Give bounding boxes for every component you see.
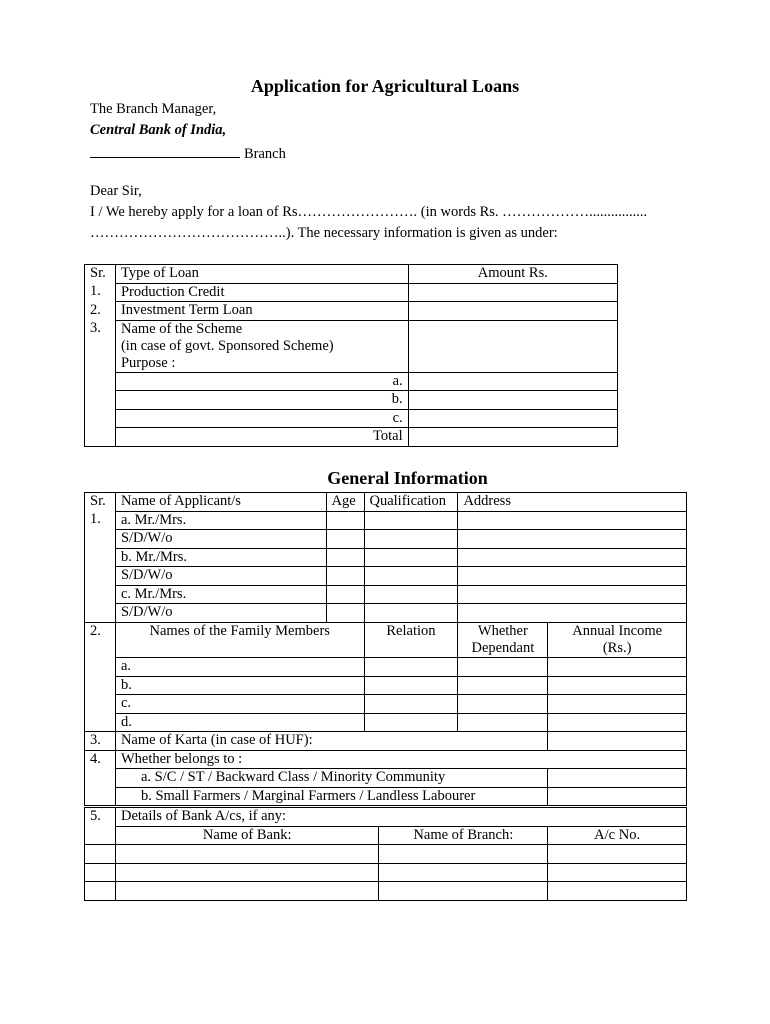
table-row xyxy=(85,391,618,410)
applicant-cell: c. Mr./Mrs. xyxy=(115,585,326,604)
branch-name-cell[interactable] xyxy=(379,845,548,864)
table-row xyxy=(85,695,687,714)
category-b-value-cell[interactable] xyxy=(548,787,687,806)
amount-header: Amount Rs. xyxy=(408,265,617,284)
branch-blank-field[interactable] xyxy=(90,143,240,158)
address-cell[interactable] xyxy=(458,604,687,623)
applicant-cell: S/D/W/o xyxy=(115,530,326,549)
dependant-header-line-2: Dependant xyxy=(471,639,535,656)
sr-cell xyxy=(85,863,116,882)
table-row xyxy=(85,372,618,391)
qualification-cell[interactable] xyxy=(364,604,458,623)
account-number-cell[interactable] xyxy=(548,863,687,882)
income-cell[interactable] xyxy=(548,676,687,695)
type-of-loan-header: Type of Loan xyxy=(115,265,408,284)
relation-cell[interactable] xyxy=(364,676,458,695)
address-cell[interactable] xyxy=(458,585,687,604)
belongs-label: Whether belongs to : xyxy=(115,750,686,769)
purpose-label: Purpose : xyxy=(120,354,176,371)
table-row xyxy=(85,320,618,372)
bank-name-header: Name of Bank: xyxy=(115,826,378,845)
table-row xyxy=(85,511,687,530)
sr-cell: 5. xyxy=(85,808,116,827)
applicant-cell: b. Mr./Mrs. xyxy=(115,548,326,567)
sr-cell xyxy=(85,826,116,845)
dependant-cell[interactable] xyxy=(458,658,548,677)
qualification-header: Qualification xyxy=(364,493,458,512)
scheme-note: (in case of govt. Sponsored Scheme) xyxy=(120,337,334,354)
sr-cell xyxy=(85,695,116,714)
sr-cell xyxy=(85,882,116,901)
sr-cell xyxy=(85,713,116,732)
sr-cell: 1. xyxy=(85,511,116,622)
dependant-cell[interactable] xyxy=(458,713,548,732)
branch-name-cell[interactable] xyxy=(379,863,548,882)
amount-cell[interactable] xyxy=(408,409,617,428)
loan-table-header xyxy=(85,265,618,284)
total-amount-cell[interactable] xyxy=(408,428,617,447)
sr-cell: 2. xyxy=(85,622,116,658)
table-row xyxy=(85,658,687,677)
income-header-line-1: Annual Income xyxy=(572,622,663,639)
scheme-label: Name of the Scheme xyxy=(120,320,243,337)
sr-cell xyxy=(85,676,116,695)
family-member-cell: a. xyxy=(115,658,364,677)
dependant-cell[interactable] xyxy=(458,676,548,695)
general-information-heading: General Information xyxy=(327,468,488,488)
family-member-cell: d. xyxy=(115,713,364,732)
qualification-cell[interactable] xyxy=(364,585,458,604)
purpose-item: b. xyxy=(115,391,408,410)
age-cell[interactable] xyxy=(326,511,364,530)
amount-cell[interactable] xyxy=(408,302,617,321)
table-row xyxy=(85,548,687,567)
qualification-cell[interactable] xyxy=(364,530,458,549)
category-option-b: b. Small Farmers / Marginal Farmers / Landless Labourer xyxy=(115,787,547,806)
table-row xyxy=(85,530,687,549)
qualification-cell[interactable] xyxy=(364,511,458,530)
qualification-cell[interactable] xyxy=(364,567,458,586)
table-row xyxy=(85,567,687,586)
category-option-a: a. S/C / ST / Backward Class / Minority Community xyxy=(115,769,547,788)
bank-header-row xyxy=(85,826,687,845)
purpose-item: a. xyxy=(115,372,408,391)
amount-cell[interactable] xyxy=(408,283,617,302)
family-member-cell: c. xyxy=(115,695,364,714)
loan-request-line-2: …………………………………..). The necessary information is given as under: xyxy=(90,225,558,241)
bank-name-cell[interactable] xyxy=(115,845,378,864)
relation-cell[interactable] xyxy=(364,658,458,677)
age-cell[interactable] xyxy=(326,567,364,586)
loan-request-line-1: I / We hereby apply for a loan of Rs……………………. (in words Rs. ………………................ xyxy=(90,204,648,220)
table-row xyxy=(85,787,687,806)
table-row xyxy=(85,302,618,321)
table-row xyxy=(85,585,687,604)
bank-name-cell[interactable] xyxy=(115,882,378,901)
belongs-row xyxy=(85,750,687,769)
address-cell[interactable] xyxy=(458,548,687,567)
address-cell[interactable] xyxy=(458,530,687,549)
sr-header: Sr. xyxy=(85,265,116,284)
age-header: Age xyxy=(326,493,364,512)
table-row xyxy=(85,428,618,447)
bank-details-table xyxy=(84,807,687,901)
qualification-cell[interactable] xyxy=(364,548,458,567)
total-label: Total xyxy=(115,428,408,447)
table-row xyxy=(85,713,687,732)
sr-cell: 3. xyxy=(85,320,116,446)
loan-type-cell: Investment Term Loan xyxy=(115,302,408,321)
age-cell[interactable] xyxy=(326,530,364,549)
dependant-header xyxy=(458,622,548,658)
address-cell[interactable] xyxy=(458,511,687,530)
amount-cell[interactable] xyxy=(408,372,617,391)
purpose-item: c. xyxy=(115,409,408,428)
table-row xyxy=(85,769,687,788)
table-row xyxy=(85,882,687,901)
family-header-row xyxy=(85,622,687,658)
applicant-name-header: Name of Applicant/s xyxy=(115,493,326,512)
income-cell[interactable] xyxy=(548,713,687,732)
table-row xyxy=(85,676,687,695)
bank-name-cell[interactable] xyxy=(115,863,378,882)
table-row xyxy=(85,283,618,302)
income-header xyxy=(548,622,687,658)
table-row xyxy=(85,409,618,428)
dependant-header-line-1: Whether xyxy=(477,622,528,639)
karta-label: Name of Karta (in case of HUF): xyxy=(115,732,547,751)
sr-header: Sr. xyxy=(85,493,116,512)
table-row xyxy=(85,863,687,882)
sr-cell: 4. xyxy=(85,750,116,769)
applicant-header-row xyxy=(85,493,687,512)
amount-cell[interactable] xyxy=(408,320,617,372)
general-information-table xyxy=(84,492,687,806)
address-cell[interactable] xyxy=(458,567,687,586)
sr-cell xyxy=(85,658,116,677)
bank-name: Central Bank of India, xyxy=(90,122,227,138)
loan-type-cell: Production Credit xyxy=(115,283,408,302)
income-cell[interactable] xyxy=(548,695,687,714)
sr-cell: 2. xyxy=(85,302,116,321)
applicant-cell: S/D/W/o xyxy=(115,604,326,623)
address-header: Address xyxy=(458,493,687,512)
karta-row xyxy=(85,732,687,751)
bank-details-label: Details of Bank A/cs, if any: xyxy=(115,808,686,827)
income-header-line-2: (Rs.) xyxy=(602,639,632,656)
sr-cell xyxy=(85,769,116,788)
account-number-cell[interactable] xyxy=(548,845,687,864)
relation-cell[interactable] xyxy=(364,695,458,714)
table-row xyxy=(85,604,687,623)
dependant-cell[interactable] xyxy=(458,695,548,714)
account-number-header: A/c No. xyxy=(548,826,687,845)
table-row xyxy=(85,845,687,864)
applicant-cell: S/D/W/o xyxy=(115,567,326,586)
karta-value-cell[interactable] xyxy=(548,732,687,751)
applicant-cell: a. Mr./Mrs. xyxy=(115,511,326,530)
addressee-line: The Branch Manager, xyxy=(90,101,217,117)
scheme-cell xyxy=(115,320,408,372)
branch-line xyxy=(90,143,286,163)
bank-label-row xyxy=(85,808,687,827)
age-cell[interactable] xyxy=(326,585,364,604)
amount-cell[interactable] xyxy=(408,391,617,410)
family-member-cell: b. xyxy=(115,676,364,695)
sr-cell: 3. xyxy=(85,732,116,751)
income-cell[interactable] xyxy=(548,658,687,677)
loan-table xyxy=(84,264,618,447)
family-name-header: Names of the Family Members xyxy=(115,622,364,658)
branch-label: Branch xyxy=(244,146,286,162)
sr-cell xyxy=(85,845,116,864)
branch-name-header: Name of Branch: xyxy=(379,826,548,845)
age-cell[interactable] xyxy=(326,604,364,623)
relation-cell[interactable] xyxy=(364,713,458,732)
relation-header: Relation xyxy=(364,622,458,658)
sr-cell xyxy=(85,787,116,806)
account-number-cell[interactable] xyxy=(548,882,687,901)
age-cell[interactable] xyxy=(326,548,364,567)
salutation: Dear Sir, xyxy=(90,183,142,199)
branch-name-cell[interactable] xyxy=(379,882,548,901)
sr-cell: 1. xyxy=(85,283,116,302)
page-title: Application for Agricultural Loans xyxy=(250,76,520,96)
category-a-value-cell[interactable] xyxy=(548,769,687,788)
